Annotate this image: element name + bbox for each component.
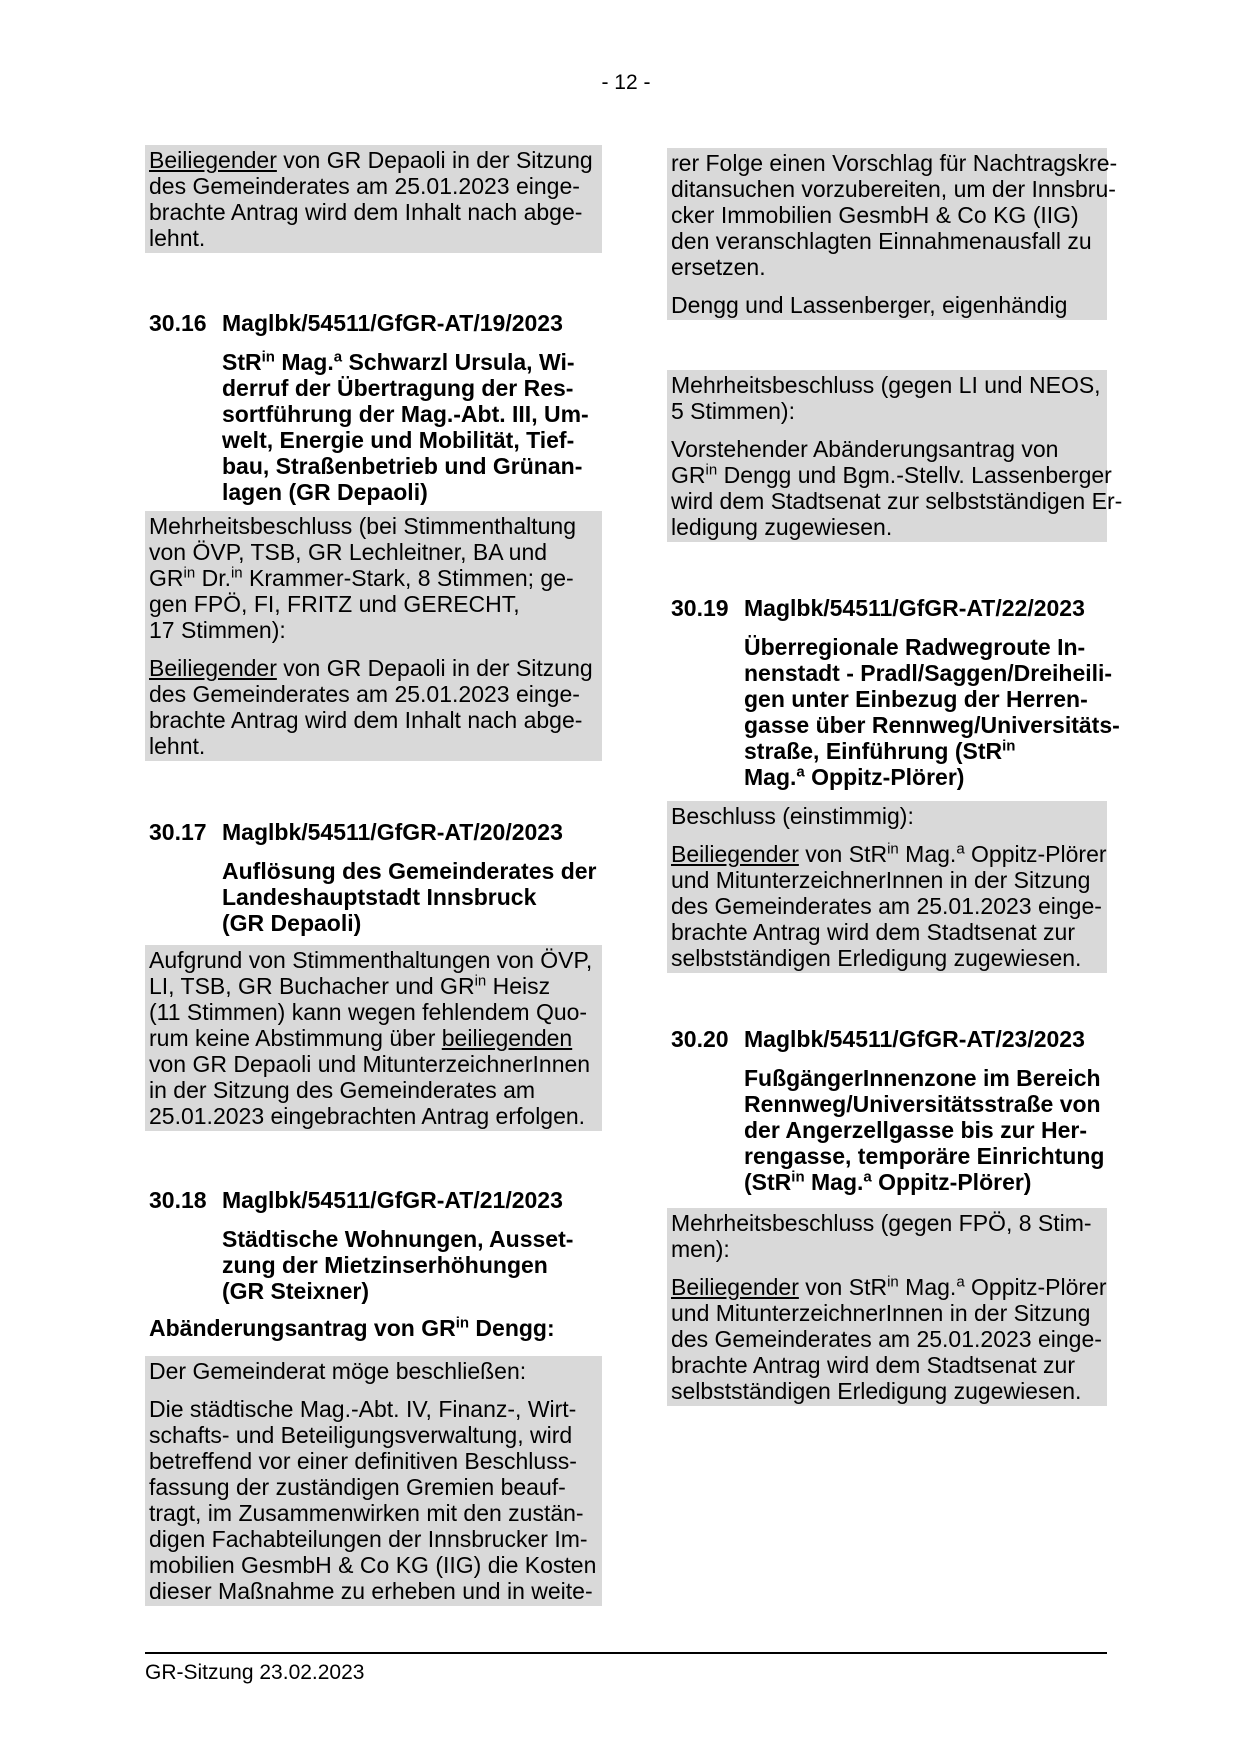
item-number: 30.18 bbox=[149, 1187, 207, 1213]
agenda-item-30-19-heading bbox=[671, 595, 1107, 622]
item-number: 30.17 bbox=[149, 819, 207, 845]
item-30-17-title: Auflösung des Gemeinderates der Landeshauptstadt Innsbruck (GR Depaoli) bbox=[222, 858, 597, 936]
motion-lead-in: Der Gemeinderat möge beschließen: bbox=[149, 1358, 527, 1384]
decision-text: Vorstehender Abänderungsantrag von $GR^{in}$ Dengg und Bgm.-Stellv. Lassenberger wird dem Stadtsenat zur selbstständigen Er- ledigung zugewiesen. bbox=[671, 436, 1123, 540]
item-30-20-title: FußgängerInnenzone im Bereich Rennweg/Universitätsstraße von der Angerzellgasse bis zur Her- rengasse, temporäre Einrichtung (StR$^{in}$ Mag.$^a$ Oppitz-Plörer) bbox=[744, 1065, 1105, 1195]
decision-text: Beiliegender von StR$^{in}$ Mag.$^a$ Oppitz-Plörer und MitunterzeichnerInnen in der Sitzung des Gemeinderates am 25.01.2023 einge- brachte Antrag wird dem Stadtsenat zur selbstständigen Erledigung zugewiesen. bbox=[671, 1273, 1107, 1404]
item-file-reference: Maglbk/54511/GfGR-AT/22/2023 bbox=[744, 595, 1085, 621]
agenda-item-30-16-heading bbox=[149, 310, 602, 337]
decision-block-30-18 bbox=[667, 370, 1123, 542]
footer-session-label: GR-Sitzung 23.02.2023 bbox=[145, 1661, 365, 1684]
decision-block-previous-item bbox=[145, 145, 602, 253]
decision-block-30-16 bbox=[145, 511, 602, 761]
decision-block-30-17 bbox=[145, 945, 602, 1131]
vote-result: Beschluss (einstimmig): bbox=[671, 803, 914, 829]
item-30-18-title: Städtische Wohnungen, Ausset- zung der Mietzinserhöhungen (GR Steixner) bbox=[222, 1226, 574, 1304]
decision-block-30-20 bbox=[667, 1208, 1107, 1406]
decision-text: Beiliegender von GR Depaoli in der Sitzung des Gemeinderates am 25.01.2023 einge- brachte Antrag wird dem Inhalt nach abge- lehnt. bbox=[149, 655, 593, 759]
decision-paragraph: Beiliegender von GR Depaoli in der Sitzung des Gemeinderates am 25.01.2023 einge- brachte Antrag wird dem Inhalt nach abge- lehnt. bbox=[149, 147, 593, 251]
right-column bbox=[667, 148, 1123, 1406]
vote-result: Mehrheitsbeschluss (bei Stimmenthaltung von ÖVP, TSB, GR Lechleitner, BA und $GR^{in}$ Dr.$^{in}$ Krammer-Stark, 8 Stimmen; ge- gen FPÖ, FI, FRITZ und GERECHT, 17 Stimmen): bbox=[149, 513, 576, 643]
item-file-reference: Maglbk/54511/GfGR-AT/23/2023 bbox=[744, 1026, 1085, 1052]
agenda-item-30-20-heading bbox=[671, 1026, 1107, 1053]
item-number: 30.19 bbox=[671, 595, 729, 621]
decision-text: Beiliegender von StR$^{in}$ Mag.$^a$ Oppitz-Plörer und MitunterzeichnerInnen in der Sitzung des Gemeinderates am 25.01.2023 einge- brachte Antrag wird dem Stadtsenat zur selbstständigen Erledigung zugewiesen. bbox=[671, 840, 1107, 971]
motion-signatories: Dengg und Lassenberger, eigenhändig bbox=[671, 292, 1068, 318]
decision-block-30-19 bbox=[667, 801, 1107, 973]
agenda-item-30-18-heading bbox=[149, 1187, 602, 1214]
footer-rule bbox=[145, 1652, 1107, 1685]
item-number: 30.20 bbox=[671, 1026, 729, 1052]
agenda-item-30-17-heading bbox=[149, 819, 602, 846]
amendment-heading: Abänderungsantrag von $GR^{in}$ Dengg: bbox=[149, 1314, 555, 1341]
item-file-reference: Maglbk/54511/GfGR-AT/20/2023 bbox=[222, 819, 563, 845]
item-file-reference: Maglbk/54511/GfGR-AT/21/2023 bbox=[222, 1187, 563, 1213]
motion-body: Die städtische Mag.-Abt. IV, Finanz-, Wirt- schafts- und Beteiligungsverwaltung, wird betreffend vor einer definitiven Beschluss- fassung der zuständigen Gremien beauf- tragt, im Zusammenwirken mit den zustän- digen Fachabteilungen der Innsbrucker Im- mobilien GesmbH & Co KG (IIG) die Kosten dieser Maßnahme zu erheben und in weite- bbox=[149, 1396, 597, 1604]
motion-text-block bbox=[145, 1356, 602, 1606]
item-file-reference: Maglbk/54511/GfGR-AT/19/2023 bbox=[222, 310, 563, 336]
vote-result: Mehrheitsbeschluss (gegen LI und NEOS, 5 Stimmen): bbox=[671, 372, 1101, 424]
motion-body-continued: rer Folge einen Vorschlag für Nachtragskre- ditansuchen vorzubereiten, um der Innsbru- cker Immobilien GesmbH & Co KG (IIG) den veranschlagten Einnahmenausfall zu ersetzen. bbox=[671, 150, 1118, 280]
left-column bbox=[145, 145, 602, 1606]
item-30-19-title: Überregionale Radwegroute In- nenstadt - Pradl/Saggen/Dreiheili- gen unter Einbezug der Herren- gasse über Rennweg/Universitäts- straße, Einführung (StR$^{in}$ Mag.$^a$ Oppitz-Plörer) bbox=[744, 634, 1120, 790]
item-30-16-title: StR$^{in}$ Mag.$^a$ Schwarzl Ursula, Wi- derruf der Übertragung der Res- sortführung der Mag.-Abt. III, Um- welt, Energie und Mobilität, Tief- bau, Straßenbetrieb und Grünan- lagen (GR Depaoli) bbox=[222, 348, 589, 505]
page-number: - 12 - bbox=[601, 71, 651, 94]
decision-text: Aufgrund von Stimmenthaltungen von ÖVP, LI, TSB, GR Buchacher und $GR^{in}$ Heisz (11 Stimmen) kann wegen fehlendem Quo- rum keine Abstimmung über beiliegenden von GR Depaoli und MitunterzeichnerInnen in der Sitzung des Gemeinderates am 25.01.2023 eingebrachten Antrag erfolgen. bbox=[149, 947, 593, 1129]
vote-result: Mehrheitsbeschluss (gegen FPÖ, 8 Stim- men): bbox=[671, 1210, 1092, 1262]
motion-continuation-block bbox=[667, 148, 1118, 320]
item-number: 30.16 bbox=[149, 310, 207, 336]
